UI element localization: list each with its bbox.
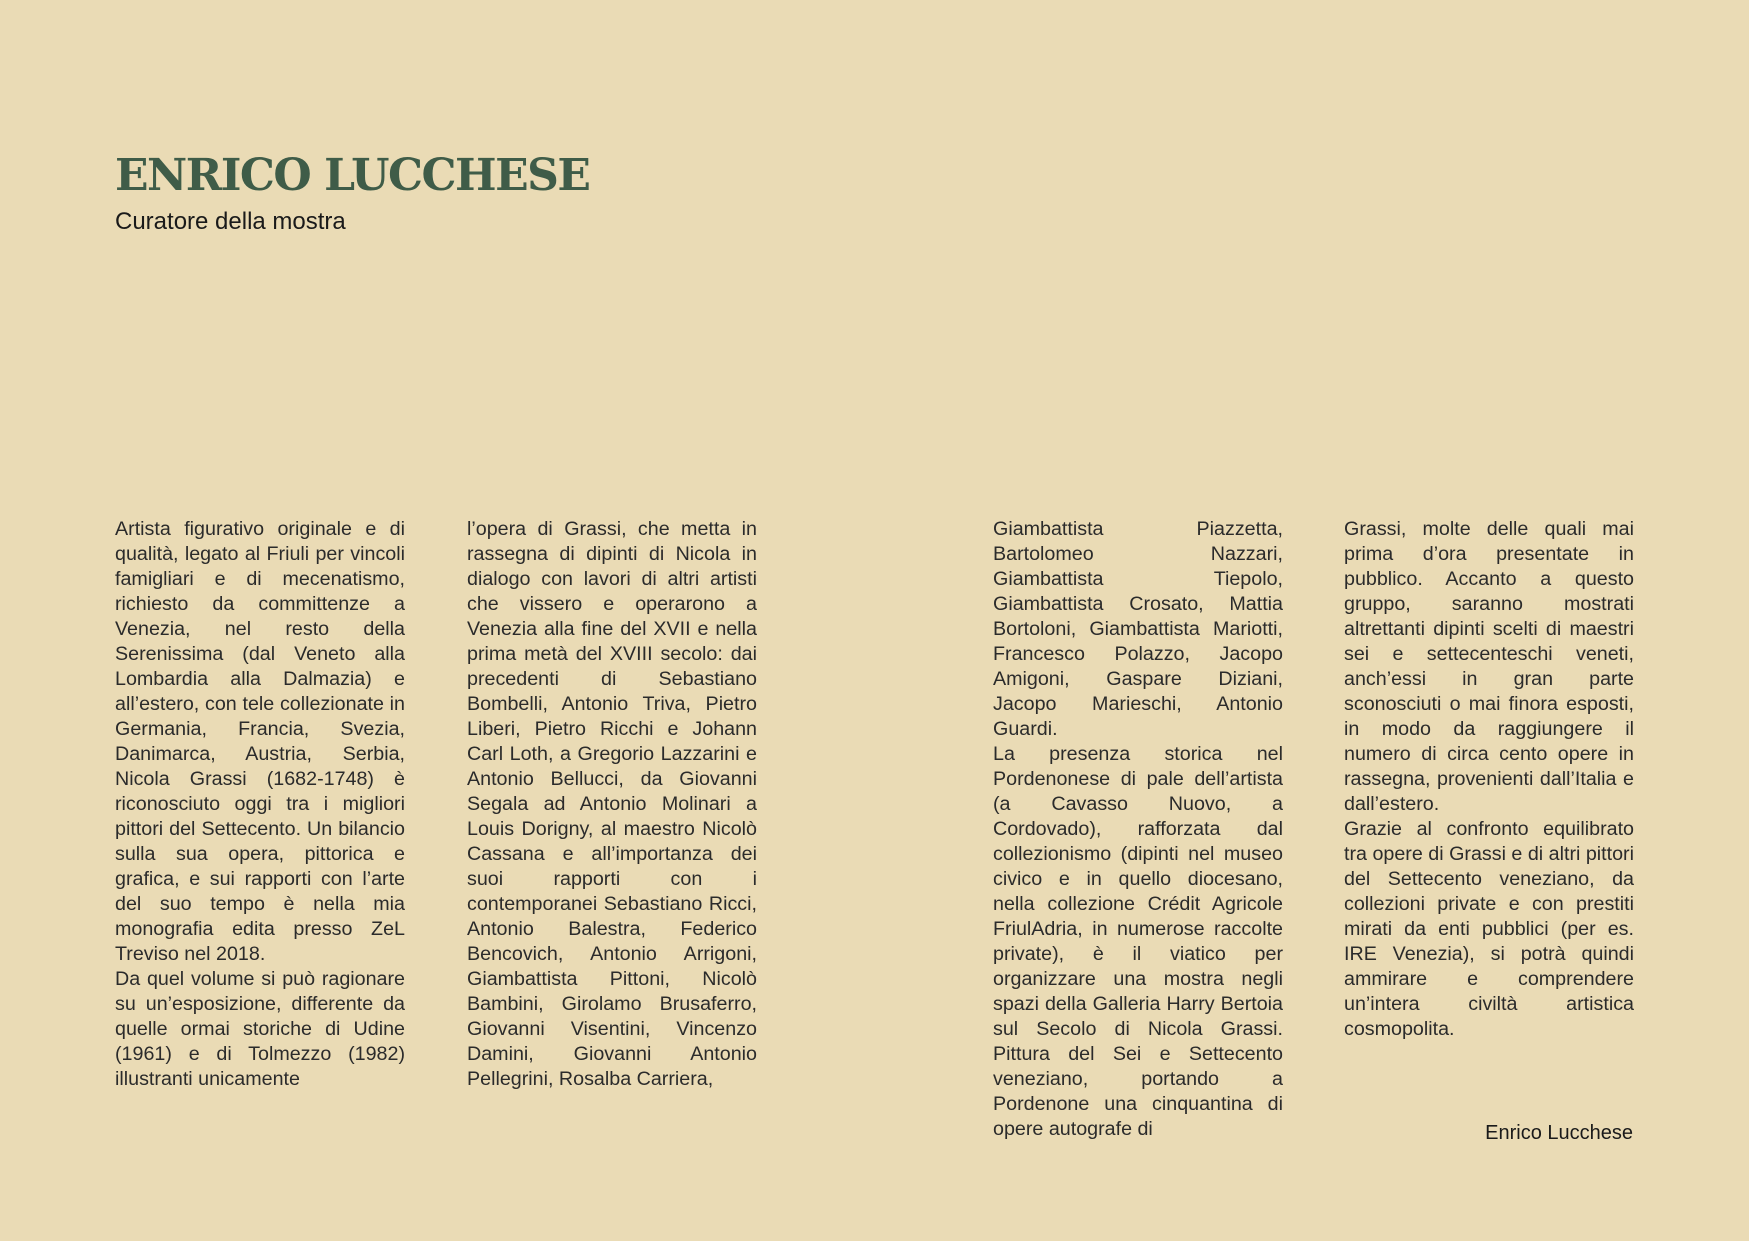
paragraph: Grazie al confronto equilibrato tra opere di Grassi e di altri pittori del Settecento veneziano, da collezioni private e con prestiti mirati da enti pubblici (per es. IRE Venezia), si potrà quindi ammirare e comprendere un’intera civiltà artistica cosmopolita. [1344,818,1634,1040]
paragraph: La presenza storica nel Pordenonese di pale dell’artista (a Cavasso Nuovo, a Cordovado), rafforzata dal collezionismo (dipinti nel museo civico e in quello diocesano, nella collezione Crédit Agricole FriulAdria, in numerose raccolte private), è il viatico per organizzare una mostra negli spazi della Galleria Harry Bertoia sul Secolo di Nicola Grassi. Pittura del Sei e Settecento veneziano, portando a Pordenone una cinquantina di opere autografe di [993,743,1283,1140]
page-title: ENRICO LUCCHESE [115,150,590,201]
paragraph: Da quel volume si può ragionare su un’esposizione, differente da quelle ormai storiche di Udine (1961) e di Tolmezzo (1982) illustranti unicamente [115,968,405,1090]
text-column-1 [115,517,405,1092]
paragraph: l’opera di Grassi, che metta in rassegna di dipinti di Nicola in dialogo con lavori di altri artisti che vissero e operarono a Venezia alla fine del XVII e nella prima metà del XVIII secolo: dai precedenti di Sebastiano Bombelli, Antonio Triva, Pietro Liberi, Pietro Ricchi e Johann Carl Loth, a Gregorio Lazzarini e Antonio Bellucci, da Giovanni Segala ad Antonio Molinari a Louis Dorigny, al maestro Nicolò Cassana e all’importanza dei suoi rapporti con i contemporanei Sebastiano Ricci, Antonio Balestra, Federico Bencovich, Antonio Arrigoni, Giambattista Pittoni, Nicolò Bambini, Girolamo Brusaferro, Giovanni Visentini, Vincenzo Damini, Giovanni Antonio Pellegrini, Rosalba Carriera, [467,518,757,1090]
page-subtitle: Curatore della mostra [115,208,346,235]
text-column-3 [993,517,1283,1142]
text-column-2 [467,517,757,1092]
author-signature: Enrico Lucchese [1485,1122,1633,1144]
paragraph: Artista figurativo originale e di qualità, legato al Friuli per vincoli famigliari e di mecenatismo, richiesto da committenze a Venezia, nel resto della Serenissima (dal Veneto alla Lombardia alla Dalmazia) e all’estero, con tele collezionate in Germania, Francia, Svezia, Danimarca, Austria, Serbia, Nicola Grassi (1682-1748) è riconosciuto oggi tra i migliori pittori del Settecento. Un bilancio sulla sua opera, pittorica e grafica, e sui rapporti con l’arte del suo tempo è nella mia monografia edita presso ZeL Treviso nel 2018. [115,518,405,965]
paragraph: Giambattista Piazzetta, Bartolomeo Nazzari, Giambattista Tiepolo, Giambattista Crosato, Mattia Bortoloni, Giambattista Mariotti, Francesco Polazzo, Jacopo Amigoni, Gaspare Diziani, Jacopo Marieschi, Antonio Guardi. [993,518,1283,740]
text-column-4 [1344,517,1634,1042]
paragraph: Grassi, molte delle quali mai prima d’ora presentate in pubblico. Accanto a questo gruppo, saranno mostrati altrettanti dipinti scelti di maestri sei e settecenteschi veneti, anch’essi in gran parte sconosciuti o mai finora esposti, in modo da raggiungere il numero di circa cento opere in rassegna, provenienti dall’Italia e dall’estero. [1344,518,1634,815]
